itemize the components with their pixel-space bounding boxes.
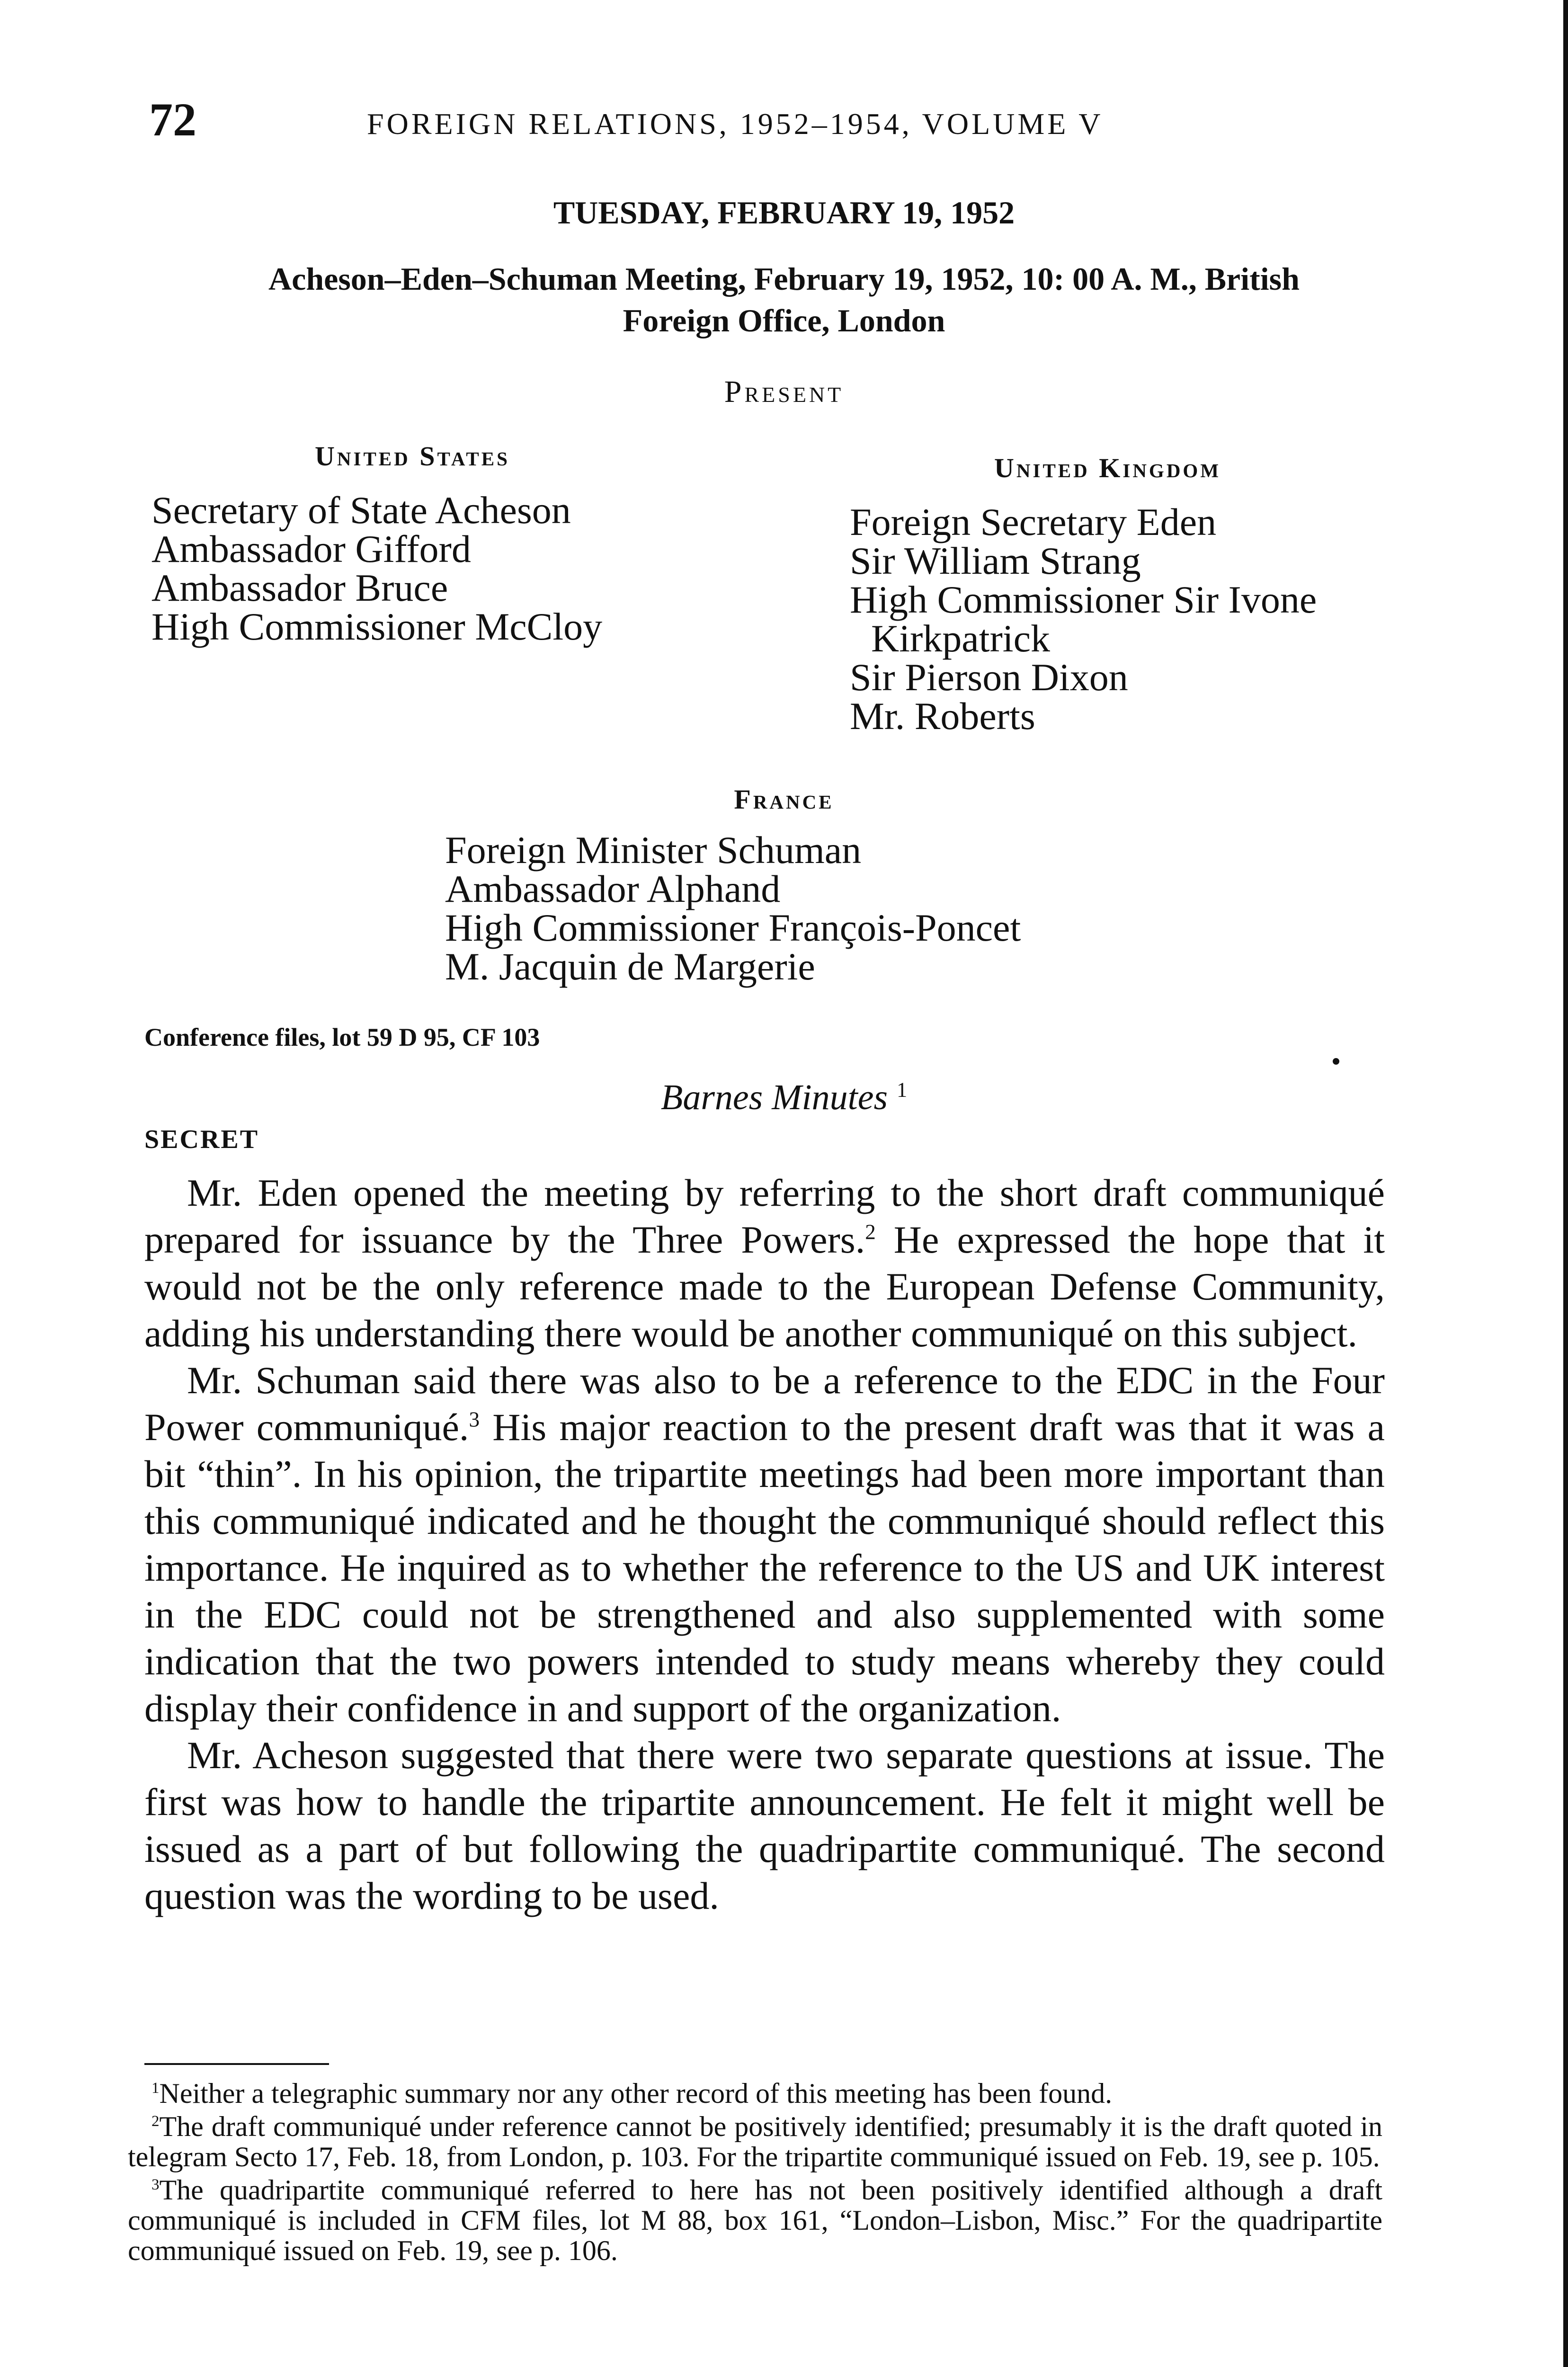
classification-label: SECRET	[144, 1125, 259, 1154]
footnote-text: The quadripartite communiqué referred to here has not been positively identified although a draft communiqué is included in CFM files, lot M 88, box 161, “London–Lisbon, Misc.” For the quadripartite communiqué issued on Feb. 19, see p. 106.	[128, 2174, 1382, 2266]
attendee: Mr. Roberts	[850, 694, 1035, 738]
united-states-heading: United States	[315, 441, 510, 472]
page-header	[149, 92, 1333, 168]
attendee: Ambassador Alphand	[445, 867, 781, 910]
united-kingdom-list	[850, 500, 1317, 738]
minutes-title	[0, 1077, 1568, 1118]
france-list	[445, 828, 1021, 988]
footnote-number: 1	[151, 2080, 160, 2097]
source-note: Conference files, lot 59 D 95, CF 103	[144, 1023, 540, 1051]
meeting-title-line-2: Foreign Office, London	[623, 303, 945, 338]
attendee: M. Jacquin de Margerie	[445, 945, 815, 988]
page-number: 72	[149, 93, 196, 146]
attendee: High Commissioner François-Poncet	[445, 906, 1021, 949]
france-heading: France	[734, 784, 834, 815]
attendee: Sir Pierson Dixon	[850, 656, 1128, 699]
ink-dot	[1333, 1058, 1339, 1065]
footnote-text: The draft communiqué under reference cannot be positively identified; presumably it is the draft quoted in telegram Secto 17, Feb. 18, from London, p. 103. For the tripartite communiqué issued on Feb. 19, see p. 105.	[128, 2111, 1382, 2172]
attendee: Ambassador Gifford	[151, 527, 471, 570]
minutes-body	[144, 1169, 1385, 1919]
united-kingdom-heading: United Kingdom	[994, 453, 1221, 483]
attendee: Foreign Minister Schuman	[445, 828, 862, 872]
attendee: High Commissioner Sir Ivone	[850, 578, 1317, 621]
footnote	[128, 2175, 1382, 2266]
footnote	[128, 2078, 1382, 2109]
united-states-column	[151, 440, 602, 646]
paragraph: Mr. Acheson suggested that there were two separate questions at issue. The first was how to handle the tripartite announcement. He felt it might well be issued as a part of but following the quadripartite communiqué. The second question was the wording to be used.	[144, 1734, 1385, 1917]
page-edge	[1563, 0, 1568, 2367]
present-heading: Present	[724, 374, 844, 409]
united-states-list	[151, 491, 602, 646]
paragraph: Mr. Eden opened the meeting by referring to the short draft communiqué prepared for issuance by the Three Powers.$^2$ He expressed the hope that it would not be the only reference made to the European Defense Community, adding his understanding there would be another communiqué on this subject.	[144, 1171, 1385, 1355]
footnote-ref: 3	[469, 1407, 480, 1432]
date-line: TUESDAY, FEBRUARY 19, 1952	[553, 195, 1015, 231]
united-kingdom-column	[850, 452, 1317, 736]
attendee-continuation: Kirkpatrick	[871, 617, 1050, 660]
france-column	[445, 828, 1021, 988]
footnote	[128, 2111, 1382, 2172]
footnote-number: 2	[151, 2113, 160, 2130]
footnote-number: 3	[151, 2176, 160, 2193]
running-head: FOREIGN RELATIONS, 1952–1954, VOLUME V	[367, 107, 1104, 141]
attendee: Secretary of State Acheson	[151, 489, 571, 532]
footnotes	[128, 2078, 1382, 2269]
minutes-title-text: Barnes Minutes	[660, 1077, 888, 1117]
footnote-ref: 2	[865, 1220, 876, 1244]
footnote-text: Neither a telegraphic summary nor any other record of this meeting has been found.	[159, 2078, 1113, 2109]
footnote-rule	[144, 2063, 329, 2065]
footnote-ref: 1	[897, 1078, 908, 1102]
meeting-title-line-1: Acheson–Eden–Schuman Meeting, February 19, 1952, 10: 00 A. M., British	[268, 261, 1300, 297]
paragraph: Mr. Schuman said there was also to be a reference to the EDC in the Four Power communiqué.$^3$ His major reaction to the present draft was that it was a bit “thin”. In his opinion, the tripartite meetings had been more important than this communiqué indicated and he thought the communiqué should reflect this importance. He inquired as to whether the reference to the US and UK interest in the EDC could not be strengthened and also supplemented with some indication that the two powers intended to study means whereby they could display their confidence in and support of the organization.	[144, 1359, 1385, 1730]
attendee: Foreign Secretary Eden	[850, 500, 1217, 543]
attendee: Ambassador Bruce	[151, 566, 448, 609]
meeting-title	[0, 258, 1568, 341]
attendee: Sir William Strang	[850, 539, 1141, 582]
attendee: High Commissioner McCloy	[151, 605, 603, 648]
